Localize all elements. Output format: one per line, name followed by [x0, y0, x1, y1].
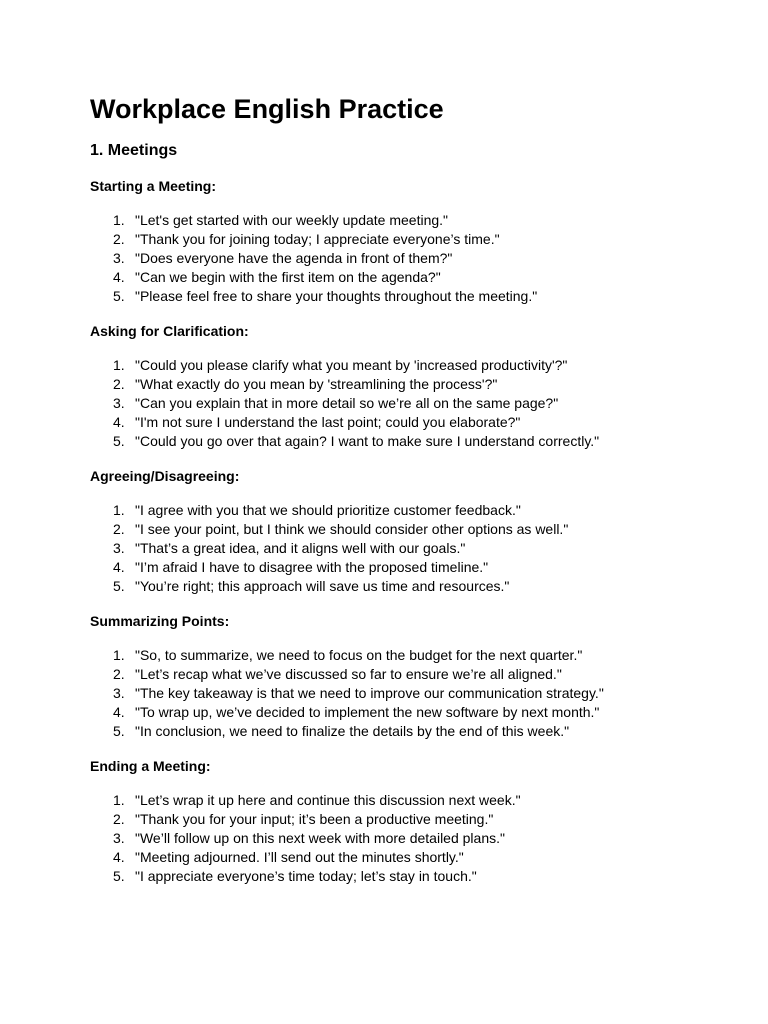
list-item [90, 211, 688, 230]
section-title: 1. Meetings [90, 142, 178, 159]
list-item [90, 394, 688, 413]
item-text: "Let’s wrap it up here and continue this discussion next week." [135, 792, 521, 808]
subsection-heading: Agreeing/Disagreeing: [90, 468, 240, 484]
list-item [90, 867, 688, 886]
item-text: "That’s a great idea, and it aligns well with our goals." [135, 540, 466, 556]
list-item [90, 356, 688, 375]
item-number: 4. [113, 269, 125, 285]
list-item [90, 539, 688, 558]
item-text: "Meeting adjourned. I’ll send out the minutes shortly." [135, 849, 464, 865]
subsection-summarizing-points [90, 612, 688, 741]
list-item [90, 810, 688, 829]
item-number: 2. [113, 521, 125, 537]
list-item [90, 558, 688, 577]
phrase-list [90, 211, 688, 306]
item-text: "Thank you for joining today; I appreciate everyone’s time." [135, 231, 500, 247]
subsection-ending-a-meeting [90, 757, 688, 886]
item-text: "In conclusion, we need to finalize the details by the end of this week." [135, 723, 570, 739]
subsection-heading: Starting a Meeting: [90, 178, 217, 194]
item-text: "I see your point, but I think we should consider other options as well." [135, 521, 569, 537]
item-text: "I agree with you that we should prioritize customer feedback." [135, 502, 521, 518]
phrase-list [90, 646, 688, 741]
item-number: 1. [113, 212, 125, 228]
list-item [90, 791, 688, 810]
phrase-list [90, 356, 688, 451]
item-text: "You’re right; this approach will save us time and resources." [135, 578, 510, 594]
item-number: 3. [113, 395, 125, 411]
subsection-agreeing-disagreeing [90, 467, 688, 596]
item-number: 3. [113, 540, 125, 556]
list-item [90, 520, 688, 539]
list-item [90, 684, 688, 703]
list-item [90, 249, 688, 268]
item-number: 2. [113, 811, 125, 827]
list-item [90, 646, 688, 665]
item-number: 4. [113, 704, 125, 720]
item-number: 1. [113, 647, 125, 663]
item-text: "To wrap up, we’ve decided to implement the new software by next month." [135, 704, 600, 720]
item-number: 4. [113, 849, 125, 865]
item-text: "Could you please clarify what you meant by 'increased productivity'?" [135, 357, 568, 373]
item-text: "The key takeaway is that we need to improve our communication strategy." [135, 685, 604, 701]
item-text: "So, to summarize, we need to focus on the budget for the next quarter." [135, 647, 583, 663]
list-item [90, 230, 688, 249]
item-number: 4. [113, 414, 125, 430]
list-item [90, 703, 688, 722]
list-item [90, 665, 688, 684]
item-text: "Can you explain that in more detail so we’re all on the same page?" [135, 395, 559, 411]
subsection-heading: Asking for Clarification: [90, 323, 249, 339]
item-text: "Thank you for your input; it’s been a productive meeting." [135, 811, 494, 827]
item-text: "What exactly do you mean by 'streamlining the process'?" [135, 376, 498, 392]
list-item [90, 501, 688, 520]
item-text: "Let’s recap what we’ve discussed so far to ensure we’re all aligned." [135, 666, 562, 682]
phrase-list [90, 791, 688, 886]
item-number: 2. [113, 376, 125, 392]
subsection-starting-a-meeting [90, 177, 688, 306]
subsection-heading: Summarizing Points: [90, 613, 230, 629]
item-number: 5. [113, 723, 125, 739]
item-number: 3. [113, 830, 125, 846]
list-item [90, 375, 688, 394]
item-number: 3. [113, 250, 125, 266]
item-text: "Can we begin with the first item on the agenda?" [135, 269, 441, 285]
item-number: 5. [113, 578, 125, 594]
item-number: 5. [113, 868, 125, 884]
document-title: Workplace English Practice [90, 94, 444, 124]
item-number: 1. [113, 357, 125, 373]
list-item [90, 287, 688, 306]
list-item [90, 577, 688, 596]
list-item [90, 432, 688, 451]
item-text: "Does everyone have the agenda in front of them?" [135, 250, 453, 266]
list-item [90, 848, 688, 867]
item-number: 2. [113, 231, 125, 247]
item-text: "Let's get started with our weekly update meeting." [135, 212, 449, 228]
subsection-heading: Ending a Meeting: [90, 758, 211, 774]
list-item [90, 268, 688, 287]
item-number: 5. [113, 288, 125, 304]
subsection-asking-for-clarification [90, 322, 688, 451]
item-text: "Please feel free to share your thoughts throughout the meeting." [135, 288, 538, 304]
item-text: "Could you go over that again? I want to make sure I understand correctly." [135, 433, 600, 449]
item-number: 1. [113, 792, 125, 808]
item-number: 1. [113, 502, 125, 518]
list-item [90, 829, 688, 848]
item-text: "I'm not sure I understand the last point; could you elaborate?" [135, 414, 521, 430]
item-text: "We’ll follow up on this next week with more detailed plans." [135, 830, 505, 846]
list-item [90, 722, 688, 741]
item-number: 2. [113, 666, 125, 682]
item-text: "I appreciate everyone’s time today; let’s stay in touch." [135, 868, 477, 884]
item-text: "I’m afraid I have to disagree with the proposed timeline." [135, 559, 489, 575]
phrase-list [90, 501, 688, 596]
item-number: 3. [113, 685, 125, 701]
item-number: 4. [113, 559, 125, 575]
list-item [90, 413, 688, 432]
item-number: 5. [113, 433, 125, 449]
